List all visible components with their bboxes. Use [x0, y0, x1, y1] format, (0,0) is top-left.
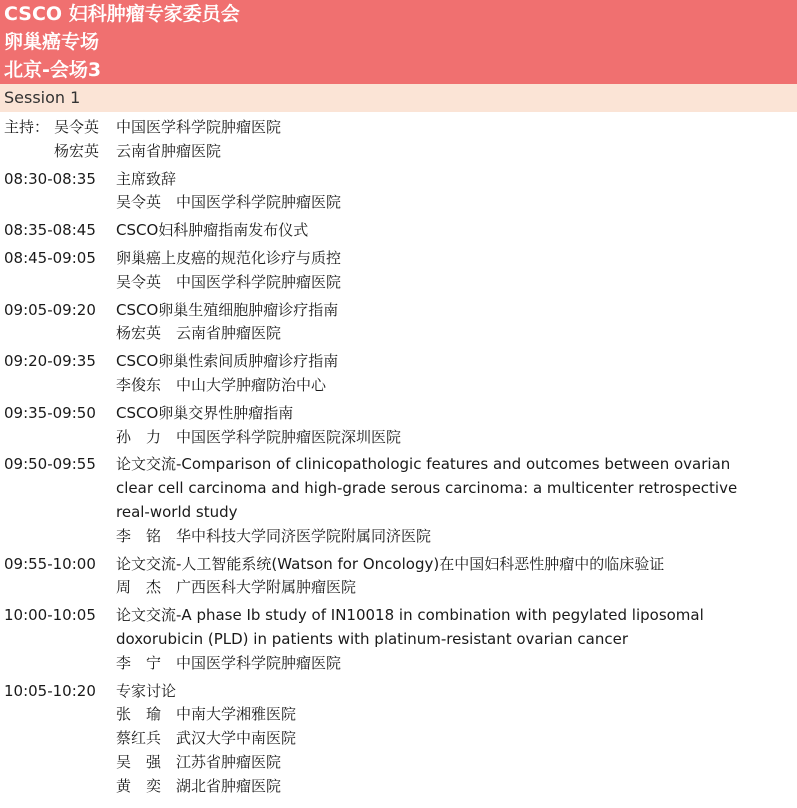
speaker-row [4, 703, 797, 727]
time-slot: 08:45-09:05 [4, 248, 96, 267]
agenda-item [4, 553, 797, 601]
time-slot: 08:35-08:45 [4, 221, 96, 240]
venue-title: 北京-会场3 [4, 59, 102, 81]
speaker-row [4, 426, 797, 450]
speaker-name: 蔡红兵 [116, 729, 162, 748]
speaker-name: 吴 强 [116, 752, 162, 771]
talk-title: 论文交流-A phase Ib study of IN10018 in combination with pegylated liposomal [116, 606, 704, 625]
host-row [4, 116, 797, 140]
speaker-row [4, 576, 797, 600]
speaker-org: 云南省肿瘤医院 [176, 324, 282, 343]
hosts-block [4, 116, 797, 164]
agenda-item-first-line [4, 168, 797, 192]
speaker-name: 吴令英 [116, 193, 162, 212]
time-slot: 09:05-09:20 [4, 300, 96, 319]
talk-title-continued: real-world study [116, 502, 238, 521]
speaker-row [4, 775, 797, 799]
talk-title: 论文交流-人工智能系统(Watson for Oncology)在中国妇科恶性肿瘤中的临床验证 [116, 554, 665, 573]
speaker-row [4, 751, 797, 775]
speaker-org: 华中科技大学同济医学院附属同济医院 [176, 526, 432, 545]
speaker-org: 武汉大学中南医院 [176, 729, 297, 748]
agenda-item-first-line [4, 553, 797, 577]
time-slot: 09:50-09:55 [4, 455, 96, 474]
speaker-name: 张 瑜 [116, 705, 162, 724]
talk-title: CSCO卵巢生殖细胞肿瘤诊疗指南 [116, 300, 339, 319]
agenda-item-first-line [4, 402, 797, 426]
committee-title: CSCO 妇科肿瘤专家委员会 [4, 3, 240, 25]
agenda-item [4, 402, 797, 450]
agenda-item [4, 604, 797, 675]
agenda-item [4, 168, 797, 216]
talk-title: CSCO卵巢交界性肿瘤指南 [116, 403, 294, 422]
talk-title: CSCO卵巢性索间质肿瘤诊疗指南 [116, 352, 339, 371]
speaker-name: 李 铭 [116, 526, 162, 545]
talk-title: 主席致辞 [116, 169, 177, 188]
speaker-row [4, 271, 797, 295]
speaker-org: 湖北省肿瘤医院 [176, 776, 282, 795]
speaker-row [4, 525, 797, 549]
agenda-item [4, 453, 797, 548]
speaker-org: 中国医学科学院肿瘤医院 [176, 193, 342, 212]
speaker-org: 中国医学科学院肿瘤医院深圳医院 [176, 427, 402, 446]
speaker-name: 李俊东 [116, 375, 162, 394]
agenda-item [4, 219, 797, 243]
agenda-item-first-line [4, 350, 797, 374]
speaker-row [4, 322, 797, 346]
speaker-name: 杨宏英 [116, 324, 162, 343]
agenda-item-first-line [4, 299, 797, 323]
time-slot: 10:00-10:05 [4, 606, 96, 625]
talk-title: 卵巢癌上皮癌的规范化诊疗与质控 [116, 248, 342, 267]
talk-title-continued: clear cell carcinoma and high-grade serous carcinoma: a multicenter retrospective [116, 479, 738, 498]
host-name: 吴令英 [54, 118, 100, 136]
speaker-name: 李 宁 [116, 653, 162, 672]
agenda-item [4, 680, 797, 799]
speaker-row [4, 374, 797, 398]
agenda-items [4, 168, 797, 799]
talk-title: CSCO妇科肿瘤指南发布仪式 [116, 221, 309, 240]
talk-title: 论文交流-Comparison of clinicopathologic features and outcomes between ovarian [116, 455, 731, 474]
topic-title: 卵巢癌专场 [4, 31, 100, 53]
time-slot: 09:35-09:50 [4, 403, 96, 422]
agenda-item-first-line [4, 219, 797, 243]
speaker-org: 江苏省肿瘤医院 [176, 752, 282, 771]
host-org: 云南省肿瘤医院 [116, 141, 222, 160]
agenda-item-first-line [4, 680, 797, 704]
time-slot: 09:20-09:35 [4, 352, 96, 371]
hosts-label: 主持： [4, 118, 50, 136]
speaker-org: 中国医学科学院肿瘤医院 [176, 272, 342, 291]
host-name: 杨宏英 [54, 141, 100, 160]
time-slot: 10:05-10:20 [4, 681, 96, 700]
speaker-org: 中南大学湘雅医院 [176, 705, 297, 724]
agenda [0, 112, 797, 799]
speaker-row [4, 727, 797, 751]
time-slot: 09:55-10:00 [4, 554, 96, 573]
host-org: 中国医学科学院肿瘤医院 [116, 118, 282, 136]
speaker-org: 广西医科大学附属肿瘤医院 [176, 578, 357, 597]
agenda-item [4, 299, 797, 347]
host-row [4, 140, 797, 164]
talk-title: 专家讨论 [116, 681, 177, 700]
speaker-row [4, 652, 797, 676]
session-label: Session 1 [0, 84, 797, 112]
speaker-row [4, 191, 797, 215]
speaker-org: 中国医学科学院肿瘤医院 [176, 653, 342, 672]
header [0, 0, 797, 84]
agenda-item-first-line [4, 247, 797, 271]
agenda-item-first-line [4, 604, 797, 628]
speaker-org: 中山大学肿瘤防治中心 [176, 375, 327, 394]
speaker-name: 孙 力 [116, 427, 162, 446]
agenda-item [4, 350, 797, 398]
speaker-name: 周 杰 [116, 578, 162, 597]
time-slot: 08:30-08:35 [4, 169, 96, 188]
talk-title-continued: doxorubicin (PLD) in patients with platinum-resistant ovarian cancer [116, 629, 628, 648]
agenda-item-first-line [4, 453, 797, 477]
speaker-name: 吴令英 [116, 272, 162, 291]
speaker-name: 黄 奕 [116, 776, 162, 795]
agenda-item [4, 247, 797, 295]
